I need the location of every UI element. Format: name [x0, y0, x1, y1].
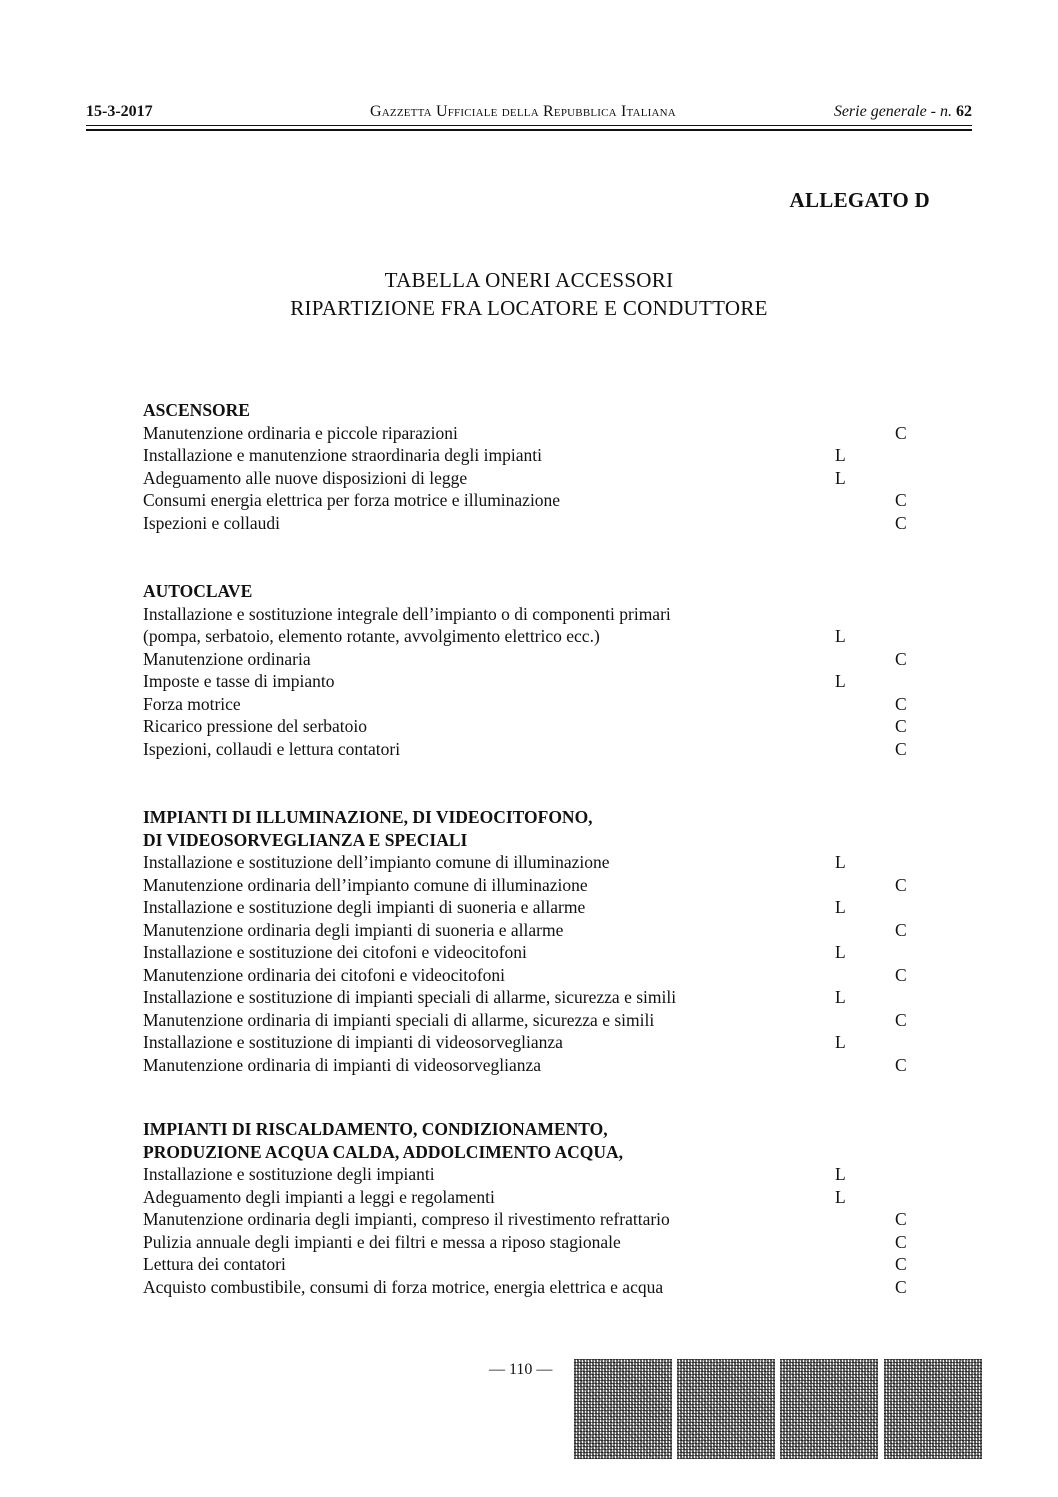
row-description: Lettura dei contatori: [143, 1254, 286, 1274]
section-heading: IMPIANTI DI RISCALDAMENTO, CONDIZIONAMENTO,: [143, 1119, 608, 1139]
table-row: [143, 512, 913, 535]
row-description: Installazione e sostituzione dell’impianto comune di illuminazione: [143, 852, 610, 872]
locatore-mark: L: [835, 1032, 846, 1052]
section: [143, 806, 913, 1076]
row-description: Installazione e sostituzione dei citofoni e videocitofoni: [143, 942, 527, 962]
conduttore-mark: C: [895, 693, 907, 714]
conduttore-mark: C: [895, 1254, 907, 1274]
conduttore-mark: C: [895, 919, 907, 940]
locatore-mark: L: [835, 942, 846, 962]
row-description: Manutenzione ordinaria dell’impianto comune di illuminazione: [143, 874, 588, 895]
barcode-block: [677, 1359, 775, 1459]
header-publication-title: Gazzetta Ufficiale della Repubblica Italiana: [370, 103, 676, 120]
table-row: [143, 444, 913, 467]
table-row: [143, 625, 913, 648]
table-row: [143, 1208, 913, 1231]
table-row: [143, 1031, 913, 1054]
section-heading: DI VIDEOSORVEGLIANZA E SPECIALI: [143, 829, 468, 850]
conduttore-mark: C: [895, 1209, 907, 1229]
table-row: [143, 648, 913, 671]
row-description: Installazione e manutenzione straordinaria degli impianti: [143, 445, 542, 465]
row-description: Installazione e sostituzione integrale dell’impianto o di componenti primari: [143, 603, 671, 624]
conduttore-mark: C: [895, 422, 907, 443]
page-number: — 110 —: [489, 1361, 553, 1378]
row-description: Ispezioni, collaudi e lettura contatori: [143, 738, 401, 759]
table-row: [143, 919, 913, 942]
row-description: Installazione e sostituzione di impianti speciali di allarme, sicurezza e simili: [143, 987, 677, 1007]
section-heading: AUTOCLAVE: [143, 581, 253, 601]
row-description: Ricarico pressione del serbatoio: [143, 716, 368, 736]
row-description: Forza motrice: [143, 693, 241, 714]
conduttore-mark: C: [895, 1231, 907, 1252]
row-description: Adeguamento alle nuove disposizioni di legge: [143, 467, 468, 488]
header-series: [834, 103, 972, 121]
row-description: Imposte e tasse di impianto: [143, 671, 335, 691]
barcode-strip: [574, 1359, 982, 1459]
header-number-prefix: - n.: [926, 103, 956, 120]
locatore-mark: L: [835, 445, 846, 465]
header-series-label: Serie generale: [833, 103, 927, 120]
header-date: 15-3-2017: [86, 103, 153, 120]
row-description: Manutenzione ordinaria di impianti di videosorveglianza: [143, 1054, 542, 1075]
row-description: Pulizia annuale degli impianti e dei filtri e messa a riposo stagionale: [143, 1231, 621, 1252]
row-description: Manutenzione ordinaria di impianti speciali di allarme, sicurezza e simili: [143, 1009, 655, 1030]
locatore-mark: L: [835, 626, 846, 646]
conduttore-mark: C: [895, 738, 907, 759]
document-title-line-1: TABELLA ONERI ACCESSORI: [384, 268, 674, 292]
locatore-mark: L: [835, 467, 846, 488]
table-row: [143, 693, 913, 716]
conduttore-mark: C: [895, 648, 907, 669]
row-description: Consumi energia elettrica per forza motrice e illuminazione: [143, 490, 561, 510]
row-description: Installazione e sostituzione degli impianti di suoneria e allarme: [143, 897, 586, 917]
row-description: Manutenzione ordinaria degli impianti, compreso il rivestimento refrattario: [143, 1209, 670, 1229]
table-row: [143, 941, 913, 964]
row-description: Manutenzione ordinaria dei citofoni e videocitofoni: [143, 964, 506, 985]
locatore-mark: L: [835, 897, 846, 917]
row-description: (pompa, serbatoio, elemento rotante, avvolgimento elettrico ecc.): [143, 626, 600, 646]
table-row: [143, 738, 913, 761]
section: [143, 580, 913, 760]
document-title: [0, 266, 1058, 322]
table-row: [143, 489, 913, 512]
row-description: Manutenzione ordinaria e piccole riparazioni: [143, 422, 458, 443]
conduttore-mark: C: [895, 964, 907, 985]
annex-label: ALLEGATO D: [789, 188, 930, 212]
section: [143, 399, 913, 534]
conduttore-mark: C: [895, 1276, 907, 1297]
table-row: [143, 603, 913, 626]
conduttore-mark: C: [895, 1009, 907, 1030]
conduttore-mark: C: [895, 1054, 907, 1075]
table-row: [143, 986, 913, 1009]
table-row: [143, 896, 913, 919]
table-row: [143, 715, 913, 738]
table-row: [143, 874, 913, 897]
section: [143, 1118, 913, 1298]
table-row: [143, 1163, 913, 1186]
locatore-mark: L: [835, 852, 846, 872]
section-heading: PRODUZIONE ACQUA CALDA, ADDOLCIMENTO ACQUA,: [143, 1141, 624, 1162]
row-description: Installazione e sostituzione degli impianti: [143, 1164, 435, 1184]
table-row: [143, 422, 913, 445]
row-description: Acquisto combustibile, consumi di forza motrice, energia elettrica e acqua: [143, 1276, 664, 1297]
table-row: [143, 1009, 913, 1032]
table-row: [143, 1231, 913, 1254]
header-rule-top: [86, 125, 972, 126]
section-heading: ASCENSORE: [143, 400, 250, 420]
locatore-mark: L: [835, 671, 846, 691]
table-row: [143, 670, 913, 693]
row-description: Manutenzione ordinaria degli impianti di suoneria e allarme: [143, 919, 564, 940]
barcode-block: [780, 1359, 878, 1459]
row-description: Ispezioni e collaudi: [143, 512, 281, 533]
row-description: Manutenzione ordinaria: [143, 648, 311, 669]
table-row: [143, 851, 913, 874]
locatore-mark: L: [835, 1186, 846, 1207]
row-description: Installazione e sostituzione di impianti di videosorveglianza: [143, 1032, 563, 1052]
table-row: [143, 1276, 913, 1299]
conduttore-mark: C: [895, 716, 907, 736]
barcode-block: [884, 1359, 982, 1459]
table-row: [143, 1186, 913, 1209]
header-number: 62: [956, 103, 972, 120]
locatore-mark: L: [835, 1164, 846, 1184]
conduttore-mark: C: [895, 512, 907, 533]
table-row: [143, 467, 913, 490]
row-description: Adeguamento degli impianti a leggi e regolamenti: [143, 1186, 495, 1207]
document-title-line-2: RIPARTIZIONE FRA LOCATORE E CONDUTTORE: [290, 296, 768, 320]
table-row: [143, 1253, 913, 1276]
table-row: [143, 964, 913, 987]
section-heading: IMPIANTI DI ILLUMINAZIONE, DI VIDEOCITOFONO,: [143, 807, 593, 827]
conduttore-mark: C: [895, 874, 907, 895]
table-row: [143, 1054, 913, 1077]
header-rule-bottom: [86, 129, 972, 131]
barcode-block: [574, 1359, 672, 1459]
conduttore-mark: C: [895, 490, 907, 510]
locatore-mark: L: [835, 987, 846, 1007]
